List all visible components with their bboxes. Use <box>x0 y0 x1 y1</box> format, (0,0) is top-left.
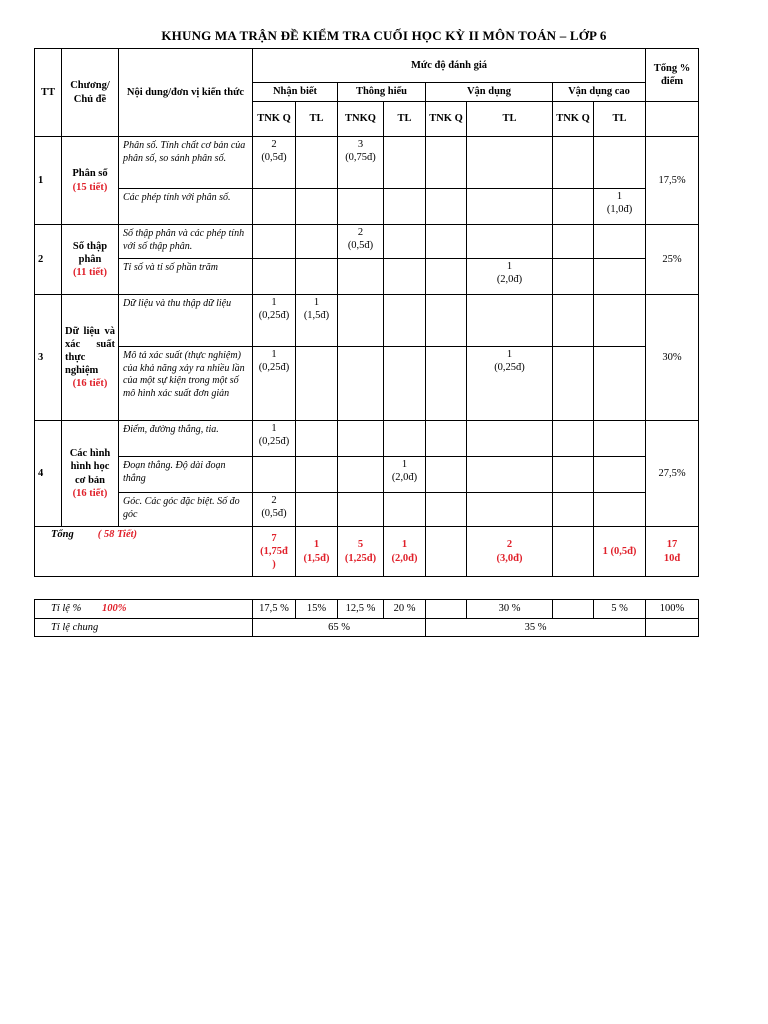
total-cell: 7 (1,75đ ) <box>253 527 296 577</box>
level-cell <box>296 347 338 421</box>
total-row <box>35 527 699 577</box>
level-cell <box>467 225 553 259</box>
level-cell <box>338 421 384 457</box>
general-ratio-label: Tỉ lệ chung <box>35 619 253 637</box>
level-cell <box>553 493 594 527</box>
level-cell <box>594 347 646 421</box>
chapter-number: 4 <box>35 421 62 527</box>
header-sub-tnkq: TNK Q <box>426 102 467 137</box>
total-cell: 5 (1,25đ) <box>338 527 384 577</box>
level-cell <box>384 421 426 457</box>
chapter-hours: (11 tiết) <box>72 267 108 279</box>
level-cell <box>553 421 594 457</box>
total-cell: 1 (2,0đ) <box>384 527 426 577</box>
level-cell <box>384 225 426 259</box>
chapter-name: Các hình hình học cơ bản <box>69 448 111 486</box>
level-cell <box>338 259 384 295</box>
chapter-cell <box>62 225 119 295</box>
level-cell <box>553 457 594 493</box>
chapter-hours: (16 tiết) <box>72 487 108 499</box>
level-cell <box>467 493 553 527</box>
content-cell: Đoạn thẳng. Độ dài đoạn thẳng <box>119 457 253 493</box>
level-cell <box>296 225 338 259</box>
ratio-label-cell <box>35 600 253 619</box>
header-levels-group: Mức độ đánh giá <box>253 49 646 83</box>
ratio-cell: 5 % <box>594 600 646 619</box>
general-ratio-empty <box>646 619 699 637</box>
table-row <box>35 347 699 421</box>
chapter-cell <box>62 421 119 527</box>
header-sub-tnkq: TNK Q <box>253 102 296 137</box>
level-cell <box>338 189 384 225</box>
level-cell <box>296 259 338 295</box>
ratio-label: Tỉ lệ % <box>51 603 82 615</box>
table-row <box>35 421 699 457</box>
ratio-cell: 12,5 % <box>338 600 384 619</box>
level-cell <box>296 457 338 493</box>
level-cell <box>296 189 338 225</box>
header-sub-tl: TL <box>384 102 426 137</box>
page-title: KHUNG MA TRẬN ĐỀ KIỂM TRA CUỐI HỌC KỲ II MÔN TOÁN – LỚP 6 <box>161 28 607 43</box>
header-level-van-dung-cao: Vận dụng cao <box>553 83 646 102</box>
level-cell <box>426 189 467 225</box>
level-cell: 1 (2,0đ) <box>384 457 426 493</box>
level-cell <box>253 189 296 225</box>
total-label: Tổng <box>51 529 74 540</box>
table-row <box>35 457 699 493</box>
header-tt: TT <box>35 49 62 137</box>
total-hours: ( 58 Tiết) <box>97 529 138 540</box>
general-ratio-right: 35 % <box>426 619 646 637</box>
level-cell <box>296 421 338 457</box>
ratio-row <box>35 600 699 619</box>
table-row <box>35 295 699 347</box>
level-cell <box>553 225 594 259</box>
level-cell <box>553 189 594 225</box>
level-cell <box>594 259 646 295</box>
total-cell: 1 (0,5đ) <box>594 527 646 577</box>
level-cell <box>594 137 646 189</box>
level-cell <box>594 225 646 259</box>
ratio-highlight: 100% <box>101 603 127 615</box>
level-cell: 3 (0,75đ) <box>338 137 384 189</box>
level-cell: 2 (0,5đ) <box>338 225 384 259</box>
level-cell <box>384 347 426 421</box>
chapter-hours: (15 tiết) <box>72 181 108 193</box>
chapter-name: Số thập phân <box>72 240 108 265</box>
level-cell: 1 (2,0đ) <box>467 259 553 295</box>
level-cell <box>426 457 467 493</box>
chapter-percent: 27,5% <box>646 421 699 527</box>
ratio-total: 100% <box>646 600 699 619</box>
general-ratio-row <box>35 619 699 637</box>
level-cell <box>253 225 296 259</box>
table-row <box>35 225 699 259</box>
header-chapter: Chương/ Chủ đề <box>62 49 119 137</box>
level-cell: 1 (0,25đ) <box>253 421 296 457</box>
content-cell: Điểm, đường thẳng, tia. <box>119 421 253 457</box>
level-cell <box>338 457 384 493</box>
level-cell <box>296 493 338 527</box>
chapter-number: 1 <box>35 137 62 225</box>
level-cell <box>467 421 553 457</box>
level-cell: 1 (0,25đ) <box>467 347 553 421</box>
table-row <box>35 189 699 225</box>
level-cell <box>384 493 426 527</box>
level-cell <box>338 347 384 421</box>
total-label-cell <box>35 527 253 577</box>
content-cell: Góc. Các góc đặc biệt. Số đo góc <box>119 493 253 527</box>
level-cell: 1 (1,5đ) <box>296 295 338 347</box>
chapter-percent: 17,5% <box>646 137 699 225</box>
level-cell <box>338 295 384 347</box>
level-cell <box>426 493 467 527</box>
level-cell: 2 (0,5đ) <box>253 493 296 527</box>
level-cell <box>338 493 384 527</box>
level-cell <box>553 137 594 189</box>
header-sub-tnkq: TNK Q <box>553 102 594 137</box>
chapter-hours: (16 tiết) <box>72 378 108 390</box>
table-row <box>35 259 699 295</box>
table-row <box>35 493 699 527</box>
content-cell: Tỉ số và tỉ số phần trăm <box>119 259 253 295</box>
level-cell <box>467 137 553 189</box>
header-total-percent: Tổng % điểm <box>646 49 699 102</box>
total-cell <box>553 527 594 577</box>
level-cell <box>426 421 467 457</box>
level-cell <box>594 421 646 457</box>
level-cell <box>553 347 594 421</box>
chapter-percent: 30% <box>646 295 699 421</box>
ratio-cell: 30 % <box>467 600 553 619</box>
content-cell: Dữ liệu và thu thập dữ liệu <box>119 295 253 347</box>
chapter-name: Phân số <box>72 168 108 180</box>
total-cell <box>426 527 467 577</box>
level-cell <box>426 295 467 347</box>
header-level-van-dung: Vận dụng <box>426 83 553 102</box>
level-cell <box>467 457 553 493</box>
chapter-cell <box>62 137 119 225</box>
content-cell: Số thập phân và các phép tính với số thập phân. <box>119 225 253 259</box>
ratio-cell: 17,5 % <box>253 600 296 619</box>
level-cell <box>467 295 553 347</box>
total-points: 17 10đ <box>646 527 699 577</box>
level-cell <box>384 189 426 225</box>
level-cell <box>426 225 467 259</box>
table-row <box>35 137 699 189</box>
header-sub-tl: TL <box>467 102 553 137</box>
content-cell: Các phép tính với phân số. <box>119 189 253 225</box>
general-ratio-left: 65 % <box>253 619 426 637</box>
header-level-thong-hieu: Thông hiểu <box>338 83 426 102</box>
chapter-number: 2 <box>35 225 62 295</box>
level-cell: 1 (1,0đ) <box>594 189 646 225</box>
chapter-name: Dữ liệu và xác suất thực nghiệm <box>65 325 115 377</box>
ratio-cell <box>553 600 594 619</box>
ratio-cell: 15% <box>296 600 338 619</box>
level-cell <box>384 295 426 347</box>
level-cell <box>426 137 467 189</box>
level-cell <box>384 137 426 189</box>
header-sub-tl: TL <box>296 102 338 137</box>
content-cell: Phân số. Tính chất cơ bản của phân số, so sánh phân số. <box>119 137 253 189</box>
level-cell: 1 (0,25đ) <box>253 347 296 421</box>
level-cell <box>594 493 646 527</box>
header-total-empty <box>646 102 699 137</box>
chapter-percent: 25% <box>646 225 699 295</box>
level-cell <box>384 259 426 295</box>
level-cell <box>553 295 594 347</box>
level-cell <box>594 295 646 347</box>
assessment-matrix-table <box>34 48 699 577</box>
ratio-table <box>34 599 699 637</box>
header-sub-tnkq: TNKQ <box>338 102 384 137</box>
ratio-cell: 20 % <box>384 600 426 619</box>
total-cell: 2 (3,0đ) <box>467 527 553 577</box>
header-content: Nội dung/đơn vị kiến thức <box>119 49 253 137</box>
level-cell: 1 (0,25đ) <box>253 295 296 347</box>
ratio-cell <box>426 600 467 619</box>
content-cell: Mô tả xác suất (thực nghiệm) của khả năng xảy ra nhiều lần của một sự kiện trong một số mô hình xác suất đơn giản <box>119 347 253 421</box>
chapter-cell <box>62 295 119 421</box>
chapter-number: 3 <box>35 295 62 421</box>
level-cell <box>594 457 646 493</box>
level-cell <box>253 259 296 295</box>
header-level-nhan-biet: Nhận biết <box>253 83 338 102</box>
header-sub-tl: TL <box>594 102 646 137</box>
total-cell: 1 (1,5đ) <box>296 527 338 577</box>
level-cell <box>426 347 467 421</box>
level-cell <box>467 189 553 225</box>
level-cell <box>553 259 594 295</box>
level-cell <box>426 259 467 295</box>
level-cell <box>253 457 296 493</box>
level-cell: 2 (0,5đ) <box>253 137 296 189</box>
level-cell <box>296 137 338 189</box>
